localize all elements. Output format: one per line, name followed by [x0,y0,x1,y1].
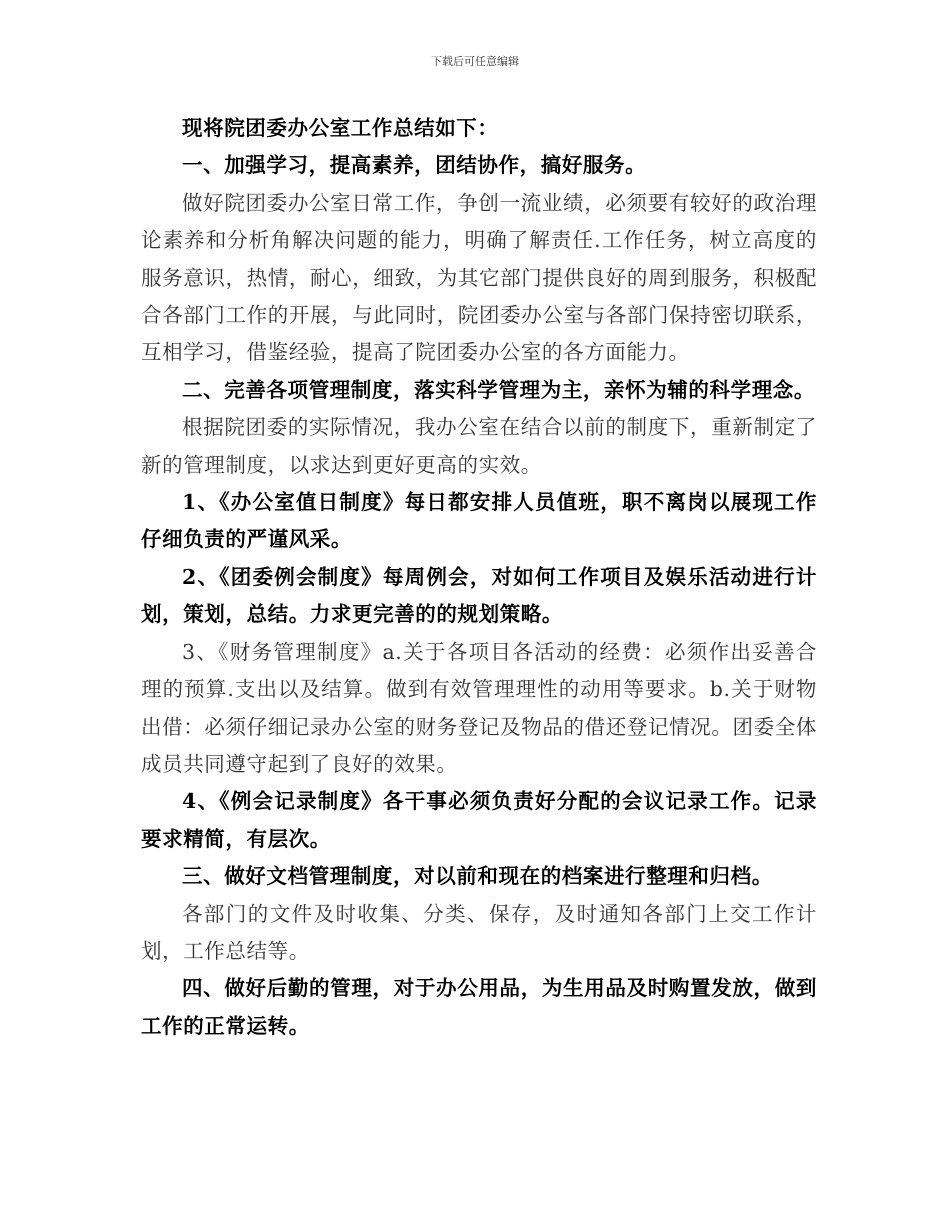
body-paragraph-3: 各部门的文件及时收集、分类、保存，及时通知各部门上交工作计划，工作总结等。 [141,901,817,963]
intro-line: 现将院团委办公室工作总结如下： [182,116,499,140]
list-item-2: 2、《团委例会制度》每周例会，对如何工作项目及娱乐活动进行计划，策划，总结。力求更完善的的规划策略。 [141,564,817,627]
page-header-note: 下载后可任意编辑 [431,55,519,68]
body-paragraph-1: 做好院团委办公室日常工作，争创一流业绩，必须要有较好的政治理论素养和分析角解决问题的能力，明确了解责任.工作任务，树立高度的服务意识，热情，耐心，细致，为其它部门提供良好的周到服务，积极配合各部门工作的开展，与此同时，院团委办公室与各部门保持密切联系，互相学习，借鉴经验，提高了院团委办公室的各方面能力。 [141,190,817,365]
section-heading-1: 一、加强学习，提高素养，团结协作，搞好服务。 [182,153,647,178]
section-heading-2: 二、完善各项管理制度，落实科学管理为主，亲怀为辅的科学理念。 [182,377,815,402]
section-heading-4: 四、做好后勤的管理，对于办公用品，为生用品及时购置发放，做到工作的正常运转。 [141,976,817,1038]
list-item-3: 3、《财务管理制度》a.关于各项目各活动的经费：必须作出妥善合理的预算.支出以及结算。做到有效管理理性的动用等要求。b.关于财物出借：必须仔细记录办公室的财务登记及物品的借还登记情况。团委全体成员共同遵守起到了良好的效果。 [141,639,817,776]
list-item-1: 1、《办公室值日制度》每日都安排人员值班，职不离岗以展现工作仔细负责的严谨风采。 [141,490,817,552]
document-body [141,110,817,1045]
section-heading-3: 三、做好文档管理制度，对以前和现在的档案进行整理和归档。 [182,864,773,889]
body-paragraph-2: 根据院团委的实际情况，我办公室在结合以前的制度下，重新制定了新的管理制度，以求达到更好更高的实效。 [141,415,817,477]
list-item-4: 4、《例会记录制度》各干事必须负责好分配的会议记录工作。记录要求精简，有层次。 [141,789,817,851]
